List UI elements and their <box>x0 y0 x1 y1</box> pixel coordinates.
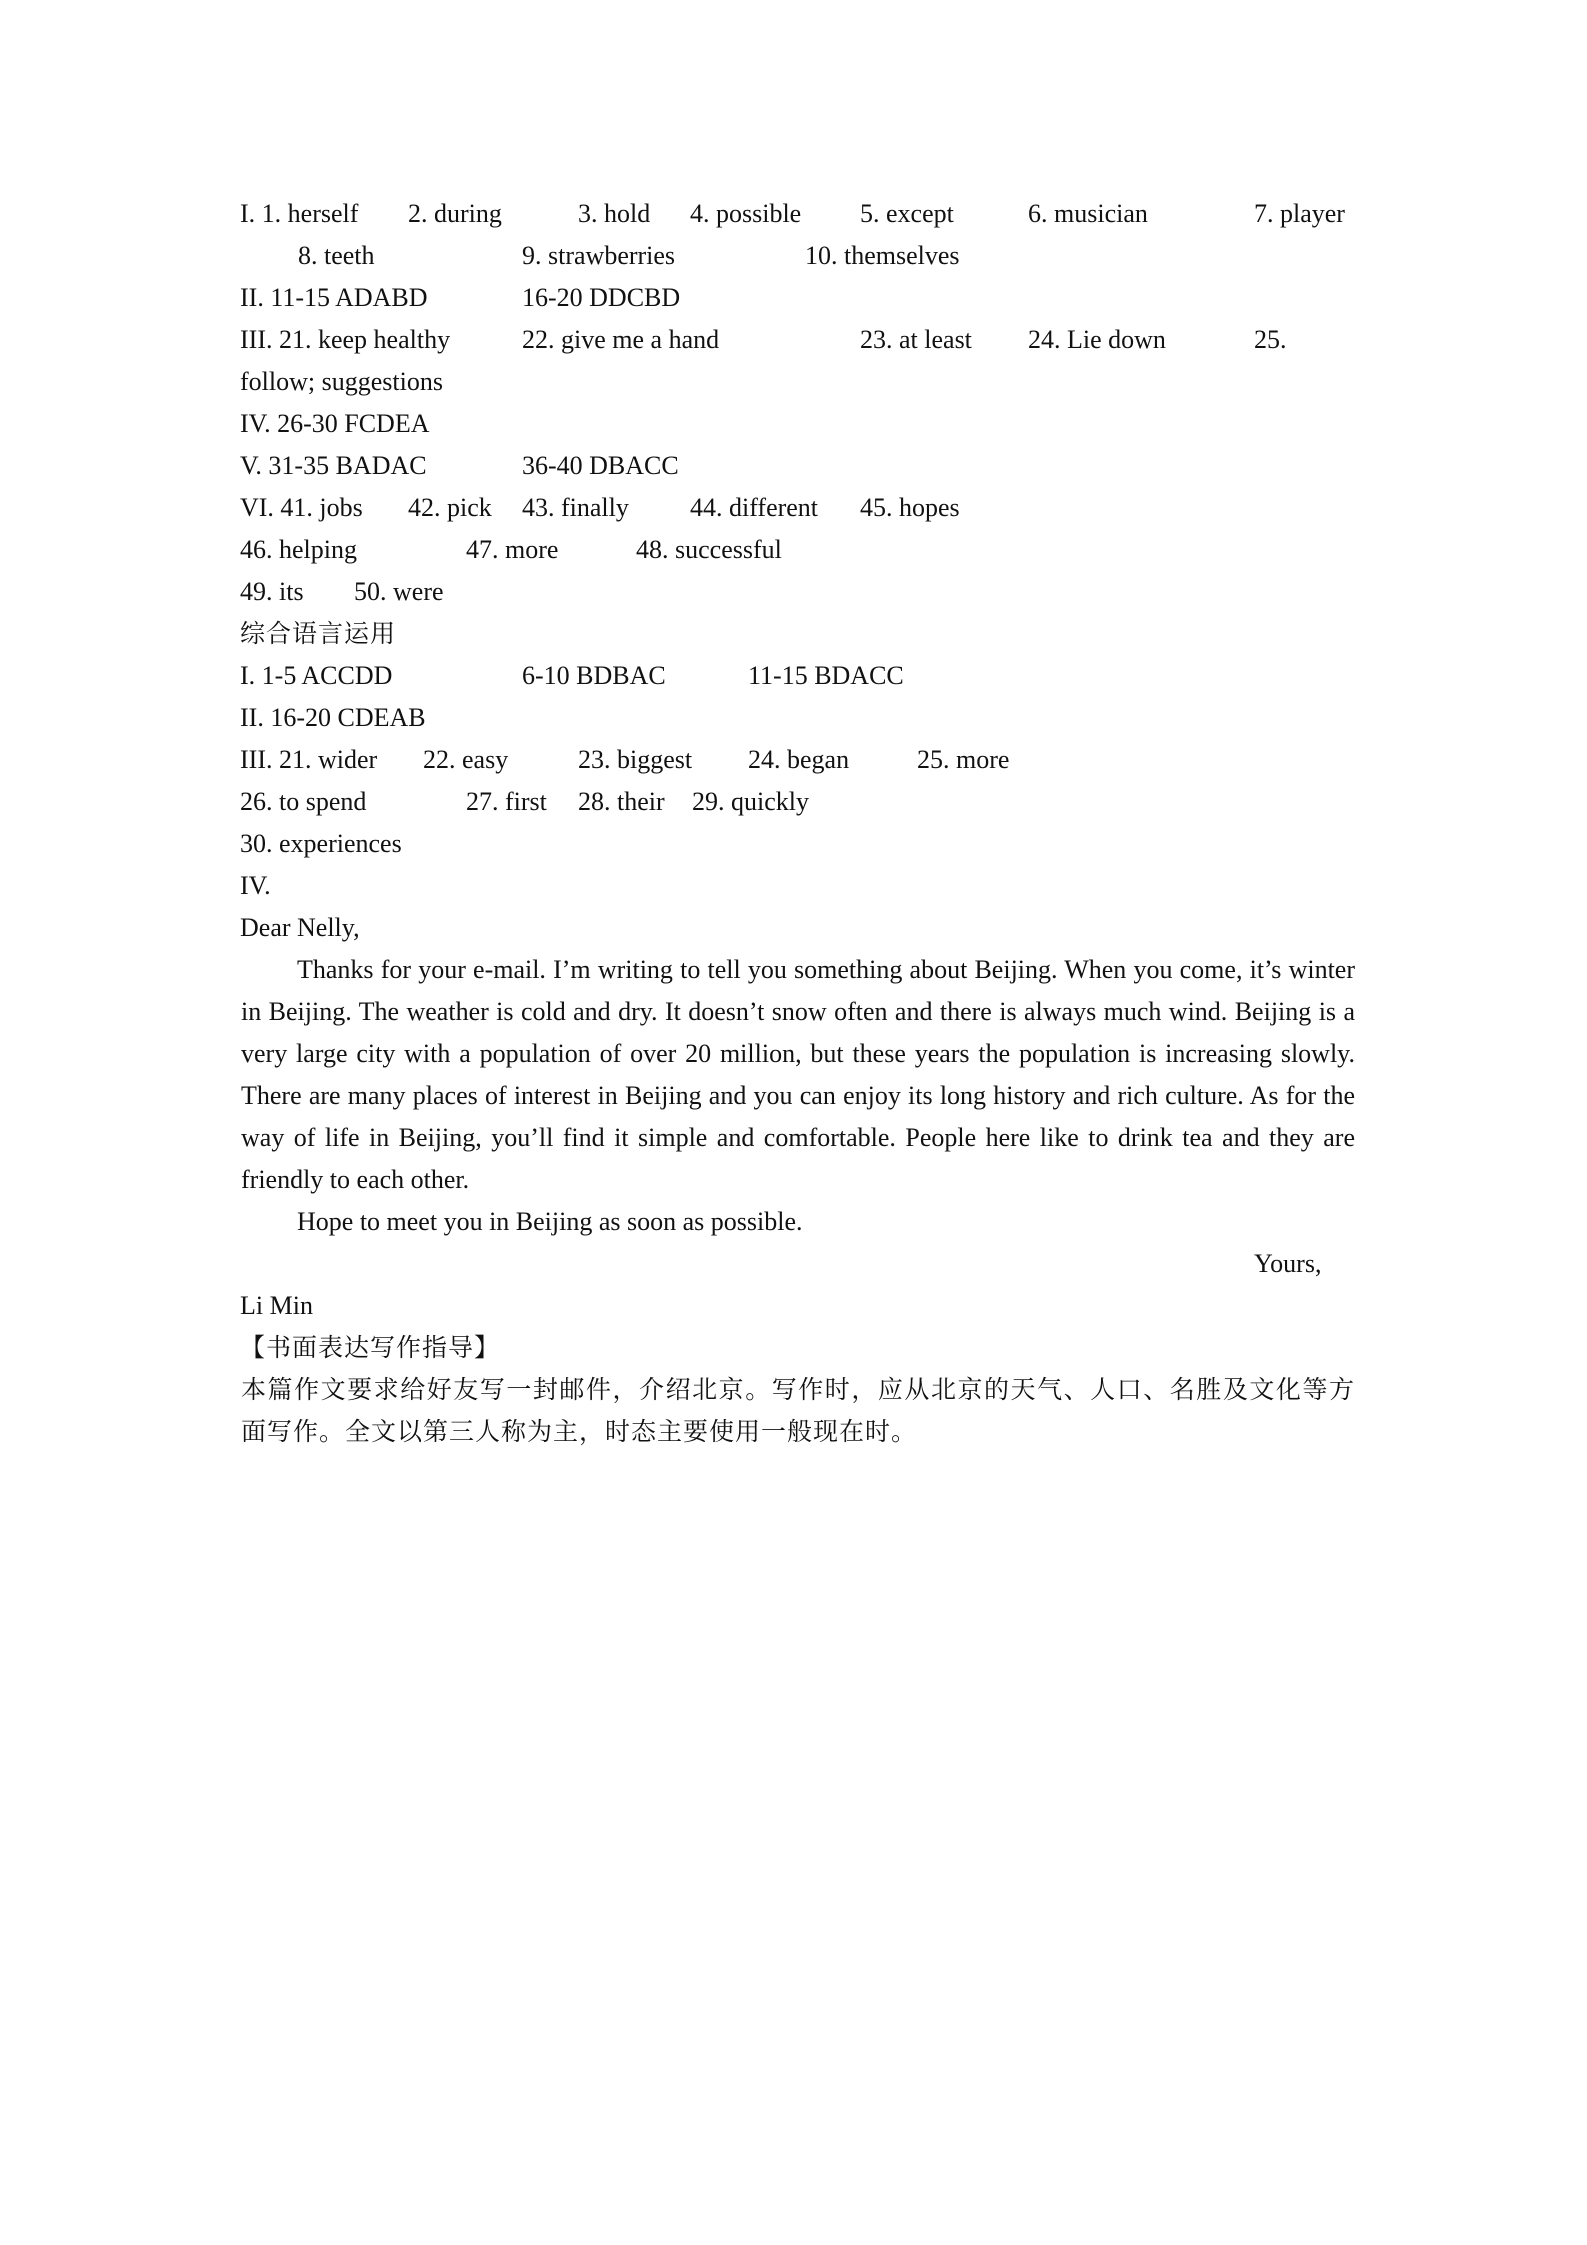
part-label: IV. <box>240 871 271 900</box>
answer-item: 4. possible <box>690 199 802 228</box>
answer-item: III. 21. keep healthy <box>240 325 451 354</box>
letter-closing-paragraph: Hope to meet you in Beijing as soon as possible. <box>297 1207 803 1236</box>
answer-item: 6. musician <box>1028 199 1148 228</box>
answer-line-15 <box>0 823 1587 865</box>
answer-line-3 <box>0 277 1587 319</box>
answer-item: 30. experiences <box>240 829 402 858</box>
answer-item: 50. were <box>354 577 444 606</box>
answer-item: follow; suggestions <box>240 367 443 396</box>
answer-item: IV. 26-30 FCDEA <box>240 409 430 438</box>
answer-item: 8. teeth <box>298 241 375 270</box>
letter-body <box>241 949 1355 1201</box>
answer-item: 10. themselves <box>805 241 960 270</box>
answer-item: 6-10 BDBAC <box>522 661 666 690</box>
answer-item: 23. biggest <box>578 745 693 774</box>
answer-item: 2. during <box>408 199 502 228</box>
answer-item: 25. more <box>917 745 1010 774</box>
letter-signoff: Yours, <box>1254 1249 1322 1278</box>
answer-line-10 <box>0 571 1587 613</box>
answer-line-9 <box>0 529 1587 571</box>
letter-body-paragraph: Thanks for your e-mail. I’m writing to tell you something about Beijing. When you come, it’s winter in Beijing. The weather is cold and dry. It doesn’t snow often and there is always much wind. Beijing is a very large city with a population of over 20 million, but these years the population is increasing slowly. There are many places of interest in Beijing and you can enjoy its long history and rich culture. As for the way of life in Beijing, you’ll find it simple and comfortable. People here like to drink tea and they are friendly to each other. <box>241 955 1355 1194</box>
answer-item: 7. player <box>1254 199 1345 228</box>
answer-item: 27. first <box>466 787 547 816</box>
answer-item: III. 21. wider <box>240 745 378 774</box>
answer-item: 47. more <box>466 535 559 564</box>
answer-item: 36-40 DBACC <box>522 451 679 480</box>
answer-item: V. 31-35 BADAC <box>240 451 427 480</box>
answer-line-14 <box>0 781 1587 823</box>
answer-line-8 <box>0 487 1587 529</box>
answer-item: 24. Lie down <box>1028 325 1166 354</box>
answer-item: 11-15 BDACC <box>748 661 904 690</box>
section-heading <box>0 613 1587 655</box>
letter-closing <box>241 1201 1355 1243</box>
answer-item: 29. quickly <box>692 787 809 816</box>
answer-item: 45. hopes <box>860 493 960 522</box>
answer-item: 44. different <box>690 493 819 522</box>
letter-salutation-line <box>0 907 1587 949</box>
answer-item: 16-20 DDCBD <box>522 283 681 312</box>
answer-item: I. 1. herself <box>240 199 359 228</box>
answer-item: 28. their <box>578 787 665 816</box>
answer-item: 5. except <box>860 199 954 228</box>
answer-item: II. 16-20 CDEAB <box>240 703 426 732</box>
answer-line-4 <box>0 319 1587 361</box>
letter-signature-line <box>0 1285 1587 1327</box>
answer-line-11 <box>0 655 1587 697</box>
letter-signoff-line <box>0 1243 1587 1285</box>
answer-line-6 <box>0 403 1587 445</box>
answer-line-2 <box>0 235 1587 277</box>
answer-line-5 <box>0 361 1587 403</box>
answer-line-7 <box>0 445 1587 487</box>
answer-line-16 <box>0 865 1587 907</box>
answer-item: 23. at least <box>860 325 972 354</box>
answer-item: 24. began <box>748 745 850 774</box>
answer-item: 9. strawberries <box>522 241 676 270</box>
letter-salutation: Dear Nelly, <box>240 913 360 942</box>
answer-item: 46. helping <box>240 535 357 564</box>
answer-line-13 <box>0 739 1587 781</box>
answer-item: 22. easy <box>423 745 509 774</box>
answer-item: 25. <box>1254 325 1287 354</box>
answer-item: 43. finally <box>522 493 629 522</box>
answer-item: 42. pick <box>408 493 492 522</box>
guidance-title-line <box>0 1327 1587 1369</box>
answer-line-1 <box>0 193 1587 235</box>
answer-item: I. 1-5 ACCDD <box>240 661 393 690</box>
answer-line-12 <box>0 697 1587 739</box>
answer-item: 48. successful <box>636 535 782 564</box>
answer-item: 26. to spend <box>240 787 367 816</box>
answer-item: VI. 41. jobs <box>240 493 363 522</box>
guidance-title: 【书面表达写作指导】 <box>240 1333 501 1362</box>
answer-item: 49. its <box>240 577 304 606</box>
guidance-text: 本篇作文要求给好友写一封邮件，介绍北京。写作时，应从北京的天气、人口、名胜及文化等方面写作。全文以第三人称为主，时态主要使用一般现在时。 <box>241 1375 1355 1446</box>
section-title: 综合语言运用 <box>240 619 397 648</box>
answer-item: II. 11-15 ADABD <box>240 283 428 312</box>
answer-item: 22. give me a hand <box>522 325 720 354</box>
letter-signature: Li Min <box>240 1291 313 1320</box>
answer-item: 3. hold <box>578 199 651 228</box>
